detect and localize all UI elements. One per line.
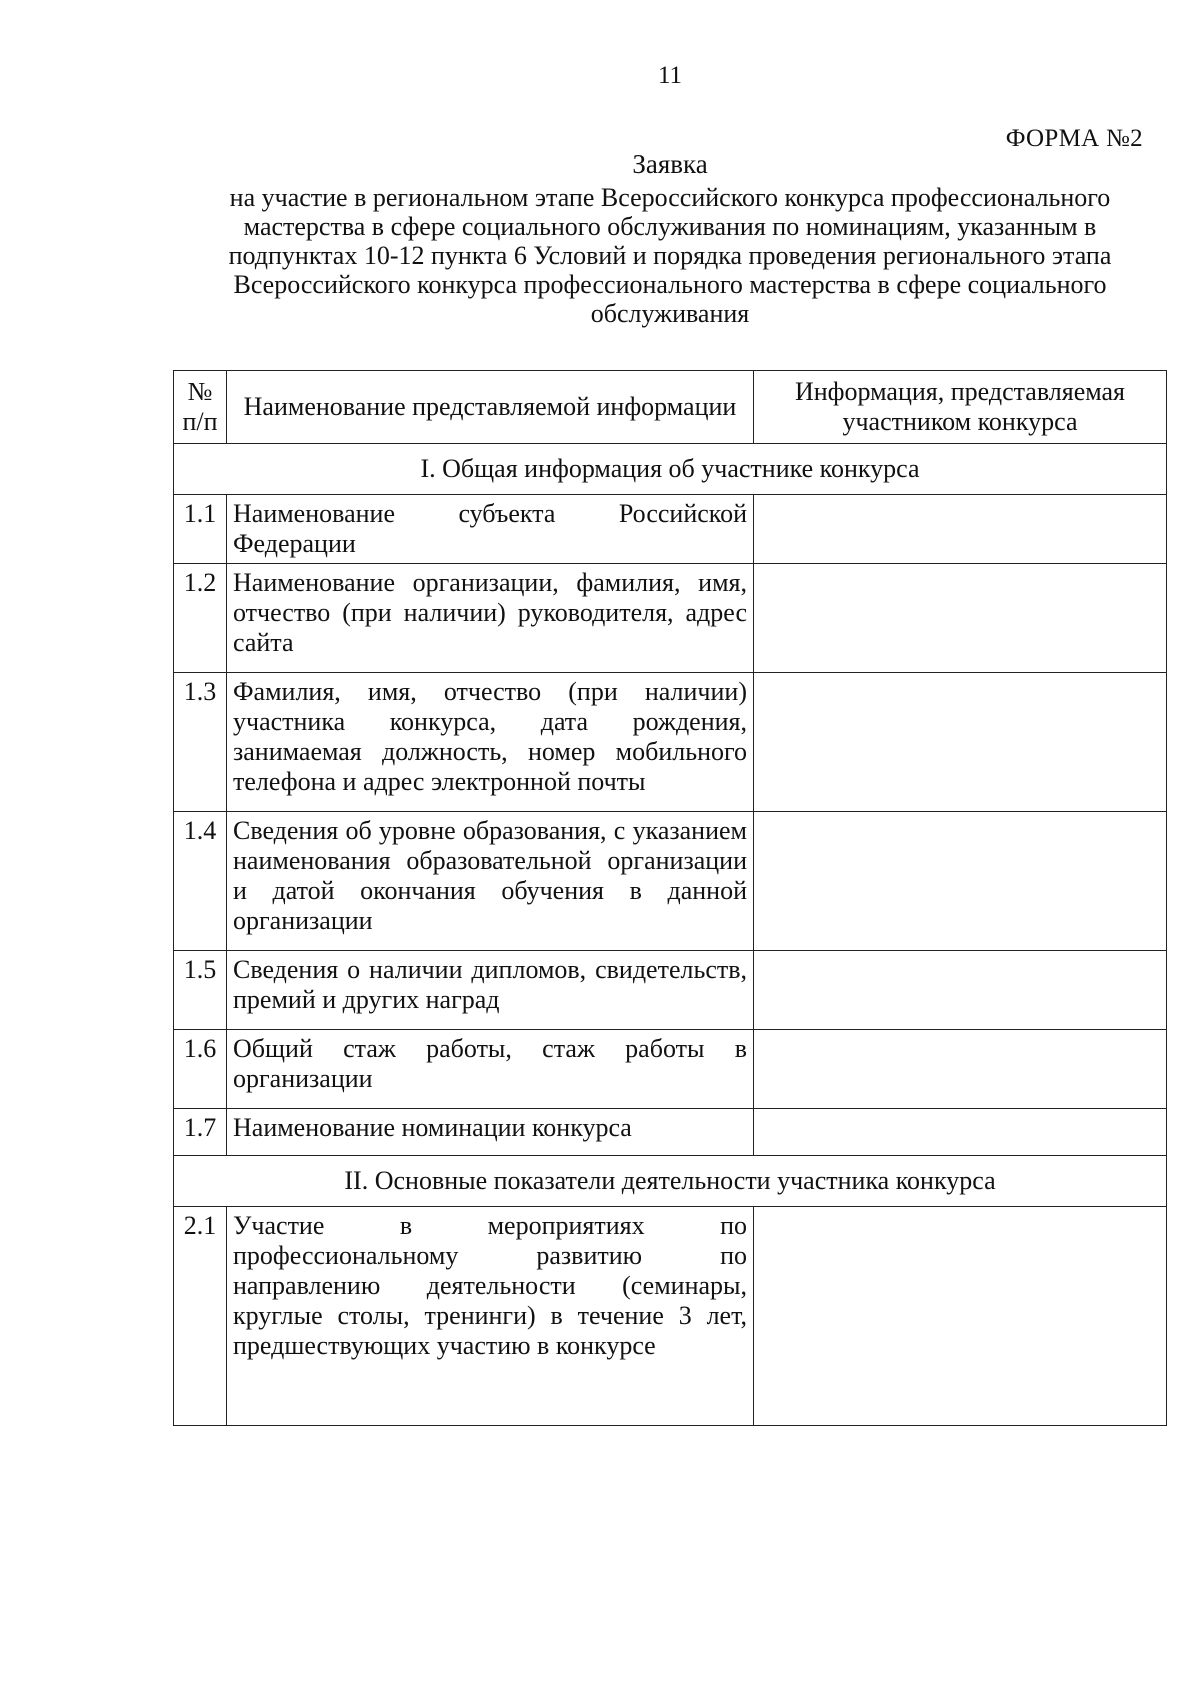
row-num: 1.7 xyxy=(174,1109,227,1156)
document-title: Заявка xyxy=(632,149,708,179)
row-info-field[interactable] xyxy=(754,1109,1167,1156)
section-row-2 xyxy=(174,1156,1167,1207)
row-info-field[interactable] xyxy=(754,673,1167,812)
table-header-row xyxy=(174,371,1167,444)
row-num: 1.6 xyxy=(174,1030,227,1109)
row-num: 2.1 xyxy=(174,1207,227,1426)
table-row xyxy=(174,673,1167,812)
row-name xyxy=(227,1207,754,1426)
table-row xyxy=(174,951,1167,1030)
header-info: Информация, представляемая участником конкурса xyxy=(754,371,1167,444)
row-num: 1.4 xyxy=(174,812,227,951)
row-num: 1.2 xyxy=(174,564,227,673)
section-row-1 xyxy=(174,444,1167,495)
form-label: ФОРМА №2 xyxy=(1005,125,1143,152)
header-num: № п/п xyxy=(174,371,227,444)
row-name: Наименование номинации конкурса xyxy=(227,1109,754,1156)
row-name: Наименование организации, фамилия, имя, отчество (при наличии) руководителя, адрес сайта xyxy=(227,564,754,673)
row-info-field[interactable] xyxy=(754,951,1167,1030)
row-info-field[interactable] xyxy=(754,495,1167,564)
row-name-text: Участие в мероприятиях по профессиональному развитию по направлению деятельности (семинары, круглые столы, тренинги) в течение 3 лет, предшествующих участию в конкурсе xyxy=(233,1211,747,1360)
row-info-field[interactable] xyxy=(754,564,1167,673)
row-num: 1.1 xyxy=(174,495,227,564)
table-row xyxy=(174,812,1167,951)
table-row xyxy=(174,564,1167,673)
section-title-1: I. Общая информация об участнике конкурса xyxy=(174,444,1167,495)
row-num: 1.3 xyxy=(174,673,227,812)
application-form-table-wrapper xyxy=(173,370,1163,1426)
row-name: Наименование субъекта Российской Федерации xyxy=(227,495,754,564)
table-row xyxy=(174,495,1167,564)
application-form-table xyxy=(173,370,1167,1426)
row-info-field[interactable] xyxy=(754,1030,1167,1109)
row-name: Сведения о наличии дипломов, свидетельств, премий и других наград xyxy=(227,951,754,1030)
row-info-field[interactable] xyxy=(754,812,1167,951)
row-name: Общий стаж работы, стаж работы в организации xyxy=(227,1030,754,1109)
table-row xyxy=(174,1109,1167,1156)
page-number: 11 xyxy=(657,62,683,89)
row-name: Фамилия, имя, отчество (при наличии) участника конкурса, дата рождения, занимаемая должность, номер мобильного телефона и адрес электронной почты xyxy=(227,673,754,812)
section-title-2: II. Основные показатели деятельности участника конкурса xyxy=(174,1156,1167,1207)
table-row xyxy=(174,1207,1167,1426)
row-num: 1.5 xyxy=(174,951,227,1030)
row-name: Сведения об уровне образования, с указанием наименования образовательной организации и датой окончания обучения в данной организации xyxy=(227,812,754,951)
row-info-field[interactable] xyxy=(754,1207,1167,1426)
document-subtitle: на участие в региональном этапе Всероссийского конкурса профессионального мастерства в сфере социального обслуживания по номинациям, указанным в подпунктах 10-12 пункта 6 Условий и порядка проведения регионального этапа Всероссийского конкурса профессионального мастерства в сфере социального обслуживания xyxy=(228,183,1112,328)
table-row xyxy=(174,1030,1167,1109)
header-name: Наименование представляемой информации xyxy=(227,371,754,444)
